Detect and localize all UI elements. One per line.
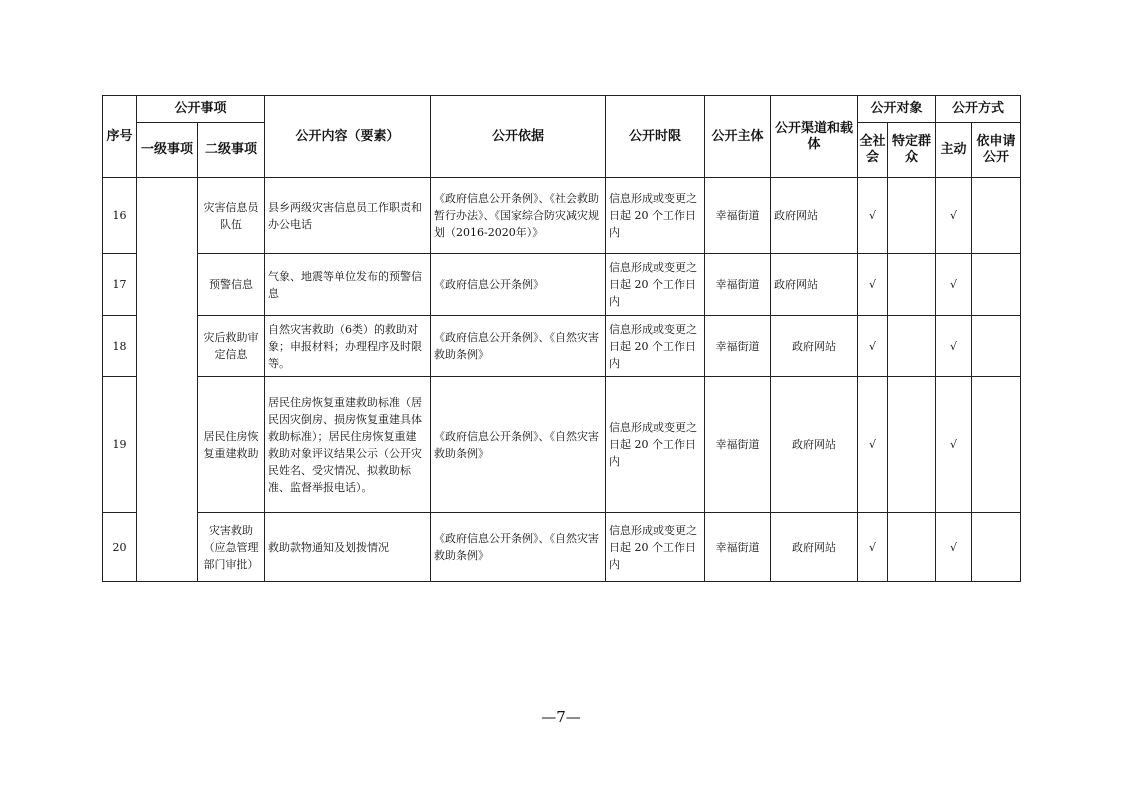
header-content: 公开内容（要素） <box>265 96 431 178</box>
row-seq: 17 <box>103 254 137 316</box>
row-basis: 《政府信息公开条例》、《自然灾害救助条例》 <box>431 377 606 513</box>
row-channel: 政府网站 <box>771 316 858 377</box>
row-target-specific <box>888 316 936 377</box>
header-level2: 二级事项 <box>198 123 265 178</box>
header-level1: 一级事项 <box>137 123 198 178</box>
header-basis: 公开依据 <box>431 96 606 178</box>
row-time-limit: 信息形成或变更之日起 20 个工作日内 <box>606 254 705 316</box>
row-channel: 政府网站 <box>771 254 858 316</box>
row-seq: 18 <box>103 316 137 377</box>
row-method-active: √ <box>936 316 972 377</box>
header-target-group: 公开对象 <box>858 96 936 123</box>
header-method-group: 公开方式 <box>936 96 1021 123</box>
row-method-request <box>972 178 1021 254</box>
row-time-limit: 信息形成或变更之日起 20 个工作日内 <box>606 513 705 582</box>
header-method-active: 主动 <box>936 123 972 178</box>
header-time-limit: 公开时限 <box>606 96 705 178</box>
row-time-limit: 信息形成或变更之日起 20 个工作日内 <box>606 316 705 377</box>
row-target-specific <box>888 377 936 513</box>
disclosure-table <box>102 95 1021 582</box>
row-channel: 政府网站 <box>771 178 858 254</box>
row-content: 自然灾害救助（6类）的救助对象；申报材料；办理程序及时限等。 <box>265 316 431 377</box>
row-level2: 灾害信息员队伍 <box>198 178 265 254</box>
row-target-all: √ <box>858 316 888 377</box>
row-level2: 预警信息 <box>198 254 265 316</box>
row-method-active: √ <box>936 178 972 254</box>
header-method-request: 依申请公开 <box>972 123 1021 178</box>
row-basis: 《政府信息公开条例》、《自然灾害救助条例》 <box>431 316 606 377</box>
row-method-request <box>972 254 1021 316</box>
row-level2: 灾后救助审定信息 <box>198 316 265 377</box>
table-row <box>103 316 1021 377</box>
table-row <box>103 513 1021 582</box>
row-time-limit: 信息形成或变更之日起 20 个工作日内 <box>606 377 705 513</box>
row-channel: 政府网站 <box>771 513 858 582</box>
table-row <box>103 377 1021 513</box>
row-content: 县乡两级灾害信息员工作职责和办公电话 <box>265 178 431 254</box>
level1-merged-cell <box>137 178 198 582</box>
row-method-active: √ <box>936 513 972 582</box>
row-subject: 幸福街道 <box>705 377 771 513</box>
row-target-all: √ <box>858 513 888 582</box>
row-target-specific <box>888 513 936 582</box>
header-seq: 序号 <box>103 96 137 178</box>
row-method-request <box>972 377 1021 513</box>
row-target-specific <box>888 254 936 316</box>
row-basis: 《政府信息公开条例》、《自然灾害救助条例》 <box>431 513 606 582</box>
page-number: —7— <box>541 708 581 726</box>
row-level2: 居民住房恢复重建救助 <box>198 377 265 513</box>
row-method-request <box>972 316 1021 377</box>
row-target-all: √ <box>858 377 888 513</box>
row-method-request <box>972 513 1021 582</box>
table-row <box>103 178 1021 254</box>
row-target-all: √ <box>858 178 888 254</box>
table-row <box>103 254 1021 316</box>
row-subject: 幸福街道 <box>705 513 771 582</box>
header-items-group: 公开事项 <box>137 96 265 123</box>
row-basis: 《政府信息公开条例》 <box>431 254 606 316</box>
header-target-all: 全社会 <box>858 123 888 178</box>
row-subject: 幸福街道 <box>705 254 771 316</box>
row-time-limit: 信息形成或变更之日起 20 个工作日内 <box>606 178 705 254</box>
row-seq: 19 <box>103 377 137 513</box>
row-method-active: √ <box>936 377 972 513</box>
row-target-specific <box>888 178 936 254</box>
row-content: 居民住房恢复重建救助标准（居民因灾倒房、损房恢复重建具体救助标准）；居民住房恢复重建救助对象评议结果公示（公开灾民姓名、受灾情况、拟救助标准、监督举报电话）。 <box>265 377 431 513</box>
row-content: 救助款物通知及划拨情况 <box>265 513 431 582</box>
row-channel: 政府网站 <box>771 377 858 513</box>
row-subject: 幸福街道 <box>705 316 771 377</box>
row-level2: 灾害救助（应急管理部门审批） <box>198 513 265 582</box>
header-channel: 公开渠道和载体 <box>771 96 858 178</box>
row-target-all: √ <box>858 254 888 316</box>
row-method-active: √ <box>936 254 972 316</box>
header-row-1 <box>103 96 1021 123</box>
row-seq: 16 <box>103 178 137 254</box>
row-subject: 幸福街道 <box>705 178 771 254</box>
header-subject: 公开主体 <box>705 96 771 178</box>
header-target-specific: 特定群众 <box>888 123 936 178</box>
row-basis: 《政府信息公开条例》、《社会救助暂行办法》、《国家综合防灾减灾规划（2016-2020年）》 <box>431 178 606 254</box>
row-content: 气象、地震等单位发布的预警信息 <box>265 254 431 316</box>
row-seq: 20 <box>103 513 137 582</box>
